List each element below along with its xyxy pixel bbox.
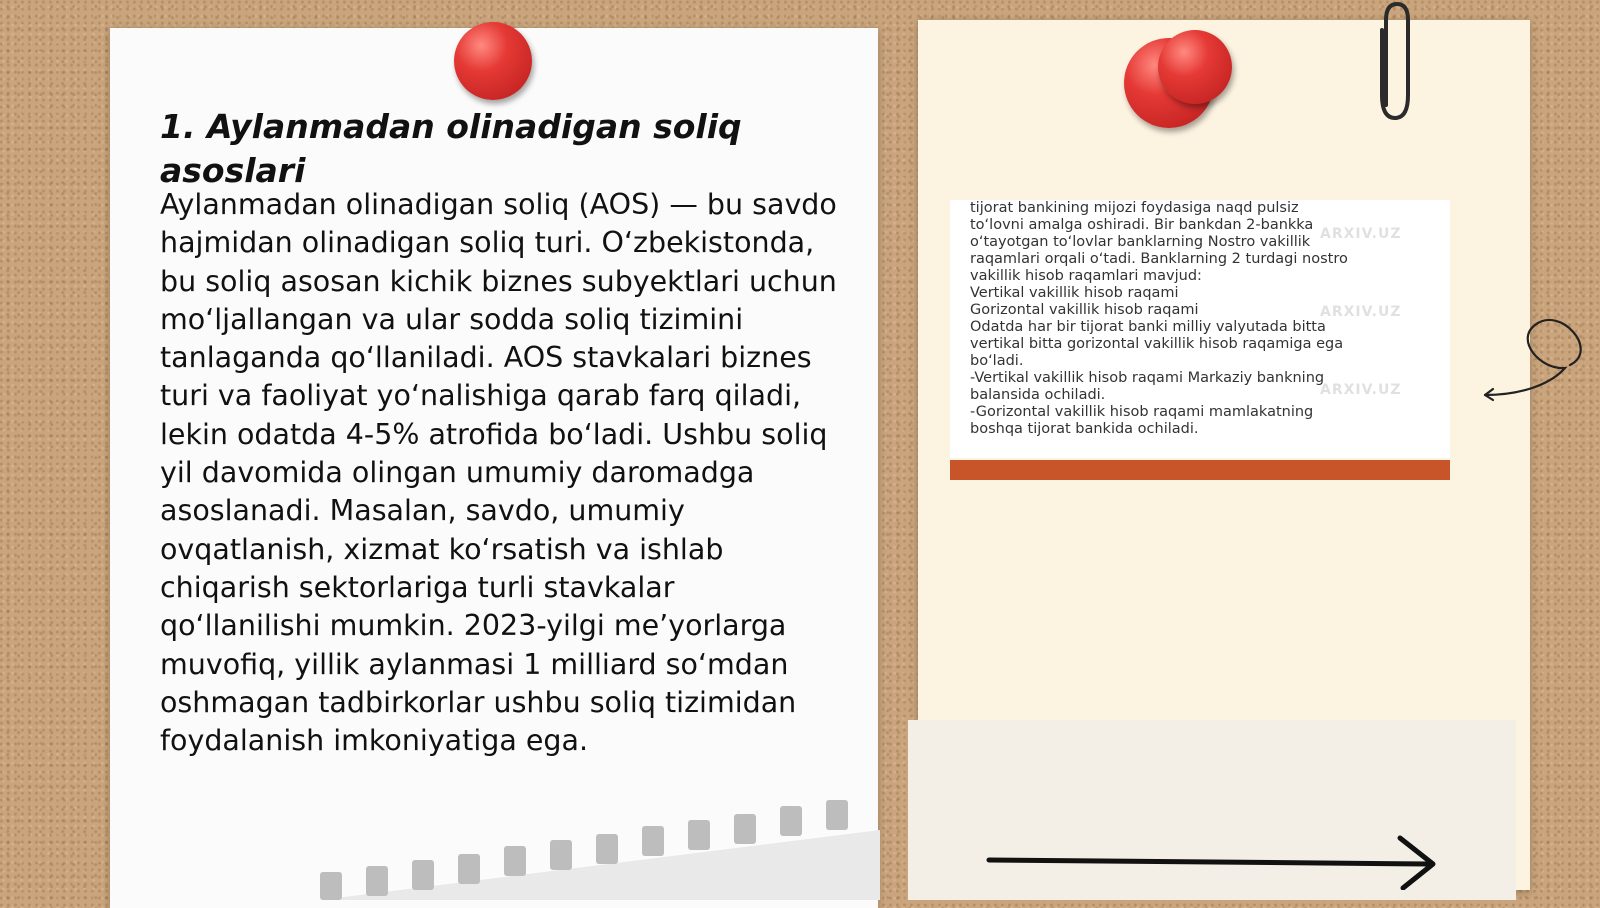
red-pushpin-icon bbox=[454, 22, 532, 100]
right-arrow-icon bbox=[985, 830, 1445, 894]
slide-body-text: Aylanmadan olinadigan soliq (AOS) — bu savdo hajmidan olinadigan soliq turi. O‘zbekistonda, bu soliq asosan kichik biznes subyektlari uchun mo‘ljallangan va ular sodda soliq tizimini tanlaganda qo‘llaniladi. AOS stavkalari biznes turi va faoliyat yo‘nalishiga qarab farq qiladi, lekin odatda 4-5% atrofida bo‘ladi. Ushbu soliq yil davomida olingan umumiy daromadga asoslanadi. Masalan, savdo, umumiy ovqatlanish, xizmat ko‘rsatish va ishlab chiqarish sektorlariga turli stavkalar qo‘llanilishi mumkin. 2023-yilgi me’yorlarga muvofiq, yillik aylanmasi 1 milliard so‘mdan oshmagan tadbirkorlar ushbu soliq tizimidan foydalanish imkoniyatiga ega. bbox=[160, 188, 837, 758]
string-loop-icon bbox=[1480, 310, 1600, 414]
document-footer-bar bbox=[950, 460, 1450, 480]
red-pushpin-head-icon bbox=[1158, 30, 1232, 104]
torn-notebook-edge bbox=[320, 800, 880, 904]
paperclip-icon bbox=[1372, 0, 1418, 129]
slide-title: 1. Aylanmadan olinadigan soliq asoslari bbox=[160, 107, 742, 190]
watermark-text: ARXIV.UZ bbox=[1320, 304, 1402, 320]
document-excerpt-image bbox=[950, 200, 1450, 458]
watermark-text: ARXIV.UZ bbox=[1320, 382, 1402, 398]
document-excerpt-text: tijorat bankining mijozi foydasiga naqd pulsiz to‘lovni amalga oshiradi. Bir bankdan 2-bankka o‘tayotgan to‘lovlar banklarning Nostro vakillik raqamlari orqali o‘tadi. Banklarning 2 turdagi nostro vakillik hisob raqamlari mavjud: Vertikal vakillik hisob raqami Gorizontal vakillik hisob raqami Odatda har bir tijorat banki milliy valyutada bitta vertikal bitta gorizontal vakillik hisob raqamiga ega bo‘ladi. -Vertikal vakillik hisob raqami Markaziy bankning balansida ochiladi. -Gorizontal vakillik hisob raqami mamlakatning boshqa tijorat bankida ochiladi. bbox=[970, 200, 1348, 437]
watermark-text: ARXIV.UZ bbox=[1320, 226, 1402, 242]
